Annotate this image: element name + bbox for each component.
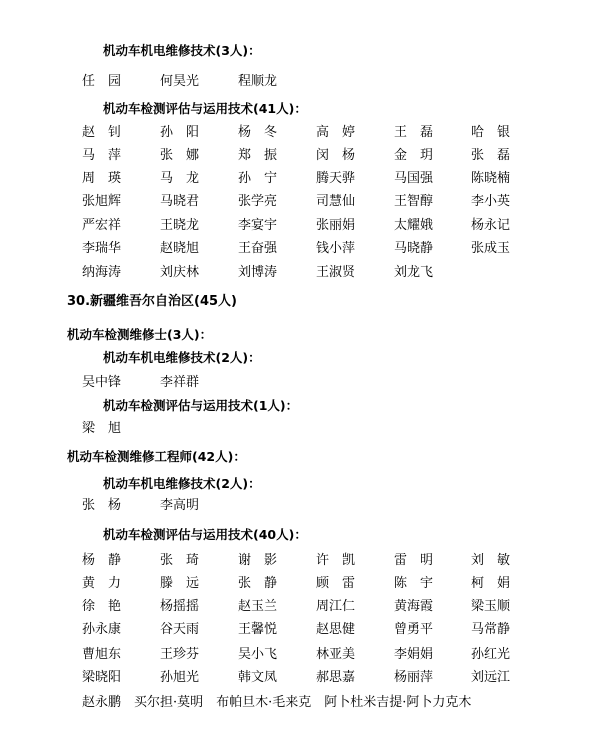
- person-name: 赵玉兰: [238, 599, 278, 614]
- person-name: 吴小飞: [238, 647, 278, 662]
- person-name: 梁晓阳: [82, 670, 122, 685]
- person-name: 周江仁: [316, 599, 356, 614]
- person-name: 王 磊: [394, 125, 434, 140]
- category-heading: 机动车检测维修工程师(42人)：: [67, 449, 246, 464]
- person-name: 雷 明: [394, 553, 434, 568]
- person-name: 黄 力: [82, 576, 122, 591]
- person-name: 张旭辉: [82, 194, 122, 209]
- person-name: 刘博涛: [238, 265, 278, 280]
- person-name: 马晓静: [394, 241, 434, 256]
- specialty-heading: 机动车机电维修技术(2人)：: [103, 350, 261, 365]
- specialty-heading: 机动车检测评估与运用技术(1人)：: [103, 398, 299, 413]
- person-name: 谷天雨: [160, 622, 200, 637]
- person-name: 周 瑛: [82, 171, 122, 186]
- person-name: 杨 静: [82, 553, 122, 568]
- person-name: 李宴宇: [238, 218, 278, 233]
- person-name: 太耀娥: [394, 218, 434, 233]
- person-name: 李瑞华: [82, 241, 122, 256]
- region-heading: 30.新疆维吾尔自治区(45人): [67, 294, 238, 309]
- person-name: 司慧仙: [316, 194, 356, 209]
- person-name: 林亚美: [316, 647, 356, 662]
- person-name: 程顺龙: [238, 74, 278, 89]
- person-name: 陈 宇: [394, 576, 434, 591]
- person-name: 王晓龙: [160, 218, 200, 233]
- person-name: 钱小萍: [316, 241, 356, 256]
- person-name: 吴中锋: [82, 375, 122, 390]
- person-name: 金 玥: [394, 148, 434, 163]
- person-name: 严宏祥: [82, 218, 122, 233]
- person-name: 张成玉: [471, 241, 511, 256]
- person-name: 黄海霞: [394, 599, 434, 614]
- specialty-heading: 机动车机电维修技术(2人)：: [103, 476, 261, 491]
- person-name: 张学亮: [238, 194, 278, 209]
- person-name: 王淑贤: [316, 265, 356, 280]
- person-name: 刘庆林: [160, 265, 200, 280]
- category-heading: 机动车检测维修士(3人)：: [67, 327, 213, 342]
- person-name: 杨摇摇: [160, 599, 200, 614]
- person-name: 梁玉顺: [471, 599, 511, 614]
- person-name: 顾 雷: [316, 576, 356, 591]
- person-name: 王馨悦: [238, 622, 278, 637]
- person-name: 刘龙飞: [394, 265, 434, 280]
- person-name: 杨永记: [471, 218, 511, 233]
- person-name: 杨 冬: [238, 125, 278, 140]
- person-name: 闵 杨: [316, 148, 356, 163]
- name-row: 赵永鹏 买尔担·莫明 布帕旦木·毛来克 阿卜杜米吉提·阿卜力克木: [82, 695, 472, 710]
- person-name: 柯 娟: [471, 576, 511, 591]
- person-name: 马晓君: [160, 194, 200, 209]
- person-name: 任 园: [82, 74, 122, 89]
- person-name: 李娟娟: [394, 647, 434, 662]
- person-name: 孙永康: [82, 622, 122, 637]
- person-name: 纳海涛: [82, 265, 122, 280]
- person-name: 高 婷: [316, 125, 356, 140]
- person-name: 张 娜: [160, 148, 200, 163]
- person-name: 哈 银: [471, 125, 511, 140]
- person-name: 郝思嘉: [316, 670, 356, 685]
- person-name: 张 静: [238, 576, 278, 591]
- person-name: 张 琦: [160, 553, 200, 568]
- person-name: 刘 敏: [471, 553, 511, 568]
- person-name: 马 龙: [160, 171, 200, 186]
- person-name: 王珍芬: [160, 647, 200, 662]
- person-name: 孙红光: [471, 647, 511, 662]
- person-name: 王奋强: [238, 241, 278, 256]
- person-name: 马 萍: [82, 148, 122, 163]
- person-name: 陈晓楠: [471, 171, 511, 186]
- person-name: 赵思健: [316, 622, 356, 637]
- specialty-heading: 机动车检测评估与运用技术(41人)：: [103, 101, 307, 116]
- person-name: 张丽娟: [316, 218, 356, 233]
- person-name: 梁 旭: [82, 421, 122, 436]
- person-name: 谢 影: [238, 553, 278, 568]
- person-name: 孙 阳: [160, 125, 200, 140]
- person-name: 李高明: [160, 498, 200, 513]
- person-name: 张 杨: [82, 498, 122, 513]
- person-name: 王智醇: [394, 194, 434, 209]
- specialty-heading: 机动车检测评估与运用技术(40人)：: [103, 527, 307, 542]
- person-name: 赵 钊: [82, 125, 122, 140]
- person-name: 李祥群: [160, 375, 200, 390]
- person-name: 李小英: [471, 194, 511, 209]
- person-name: 刘远江: [471, 670, 511, 685]
- person-name: 徐 艳: [82, 599, 122, 614]
- person-name: 曾勇平: [394, 622, 434, 637]
- person-name: 韩文凤: [238, 670, 278, 685]
- specialty-heading: 机动车机电维修技术(3人)：: [103, 43, 261, 58]
- person-name: 杨丽萍: [394, 670, 434, 685]
- person-name: 马常静: [471, 622, 511, 637]
- person-name: 郑 振: [238, 148, 278, 163]
- person-name: 滕 远: [160, 576, 200, 591]
- person-name: 何昊光: [160, 74, 200, 89]
- person-name: 孙旭光: [160, 670, 200, 685]
- person-name: 张 磊: [471, 148, 511, 163]
- person-name: 孙 宁: [238, 171, 278, 186]
- person-name: 马国强: [394, 171, 434, 186]
- person-name: 许 凯: [316, 553, 356, 568]
- person-name: 赵晓旭: [160, 241, 200, 256]
- person-name: 曹旭东: [82, 647, 122, 662]
- person-name: 腾天骅: [316, 171, 356, 186]
